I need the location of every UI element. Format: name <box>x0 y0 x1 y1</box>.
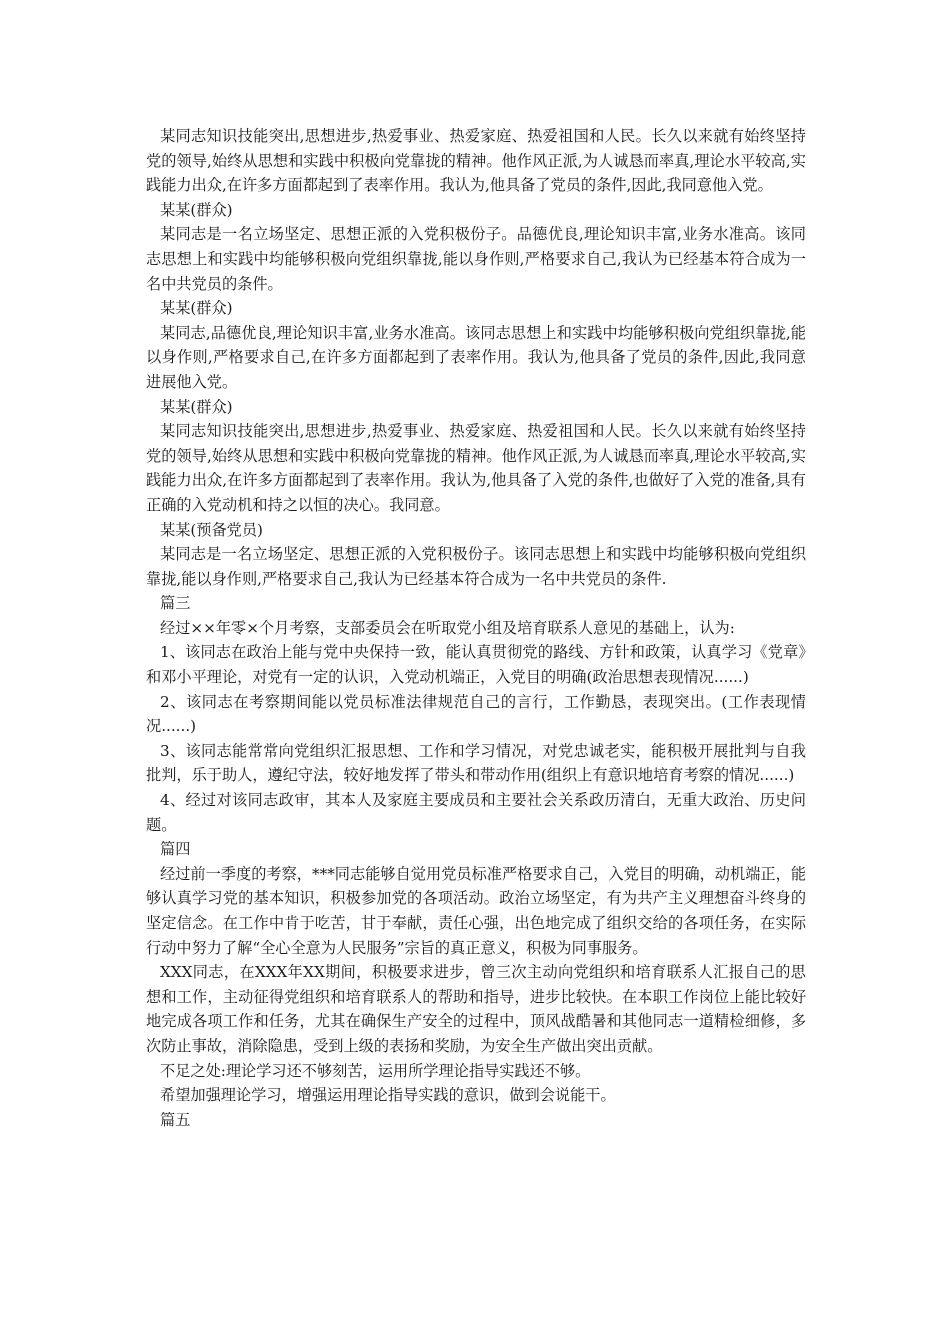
paragraph: 不足之处:理论学习还不够刻苦，运用所学理论指导实践还不够。 <box>160 1061 591 1080</box>
list-item: 4、经过对该同志政审，其本人及家庭主要成员和主要社会关系政历清白，无重大政治、历史问题。 <box>146 791 806 834</box>
paragraph: 某同志是一名立场坚定、思想正派的入党积极份子。品德优良,理论知识丰富,业务水准高。该同志思想上和实践中均能够积极向党组织靠拢,能以身作则,严格要求自己,我认为已经基本符合成为一名中共党员的条件。 <box>146 225 806 293</box>
paragraph: 某同志,品德优良,理论知识丰富,业务水准高。该同志思想上和实践中均能够积极向党组织靠拢,能以身作则,严格要求自己,在许多方面都起到了表率作用。我认为,他具备了党员的条件,因此,我同意进展他入党。 <box>146 323 806 391</box>
paragraph: 经过前一季度的考察，***同志能够自觉用党员标准严格要求自己，入党目的明确，动机端正，能够认真学习党的基本知识，积极参加党的各项活动。政治立场坚定，有为共产主义理想奋斗终身的坚定信念。在工作中肯于吃苦，甘于奉献，责任心强，出色地完成了组织交给的各项任务，在实际行动中努力了解“全心全意为人民服务”宗旨的真正意义，积极为同事服务。 <box>146 864 806 957</box>
list-item: 2、该同志在考察期间能以党员标准法律规范自己的言行，工作勤恳，表现突出。(工作表现情况......) <box>146 692 806 736</box>
paragraph: 某同志知识技能突出,思想进步,热爱事业、热爱家庭、热爱祖国和人民。长久以来就有始终坚持党的领导,始终从思想和实践中积极向党靠拢的精神。他作风正派,为人诚恳而率真,理论水平较高,实践能力出众,在许多方面都起到了表率作用。我认为,他具备了党员的条件,因此,我同意他入党。 <box>146 127 806 195</box>
list-item: 1、该同志在政治上能与党中央保持一致，能认真贯彻党的路线、方针和政策，认真学习《党章》和邓小平理论，对党有一定的认识，入党动机端正，入党目的明确(政治思想表现情况......) <box>146 643 806 687</box>
paragraph: 希望加强理论学习，增强运用理论指导实践的意识，做到会说能干。 <box>160 1086 616 1105</box>
signature-line: 某某(群众) <box>160 299 233 318</box>
document-body <box>146 124 806 1132</box>
list-item: 3、该同志能常常向党组织汇报思想、工作和学习情况，对党忠诚老实，能积极开展批判与自我批判，乐于助人，遵纪守法，较好地发挥了带头和带动作用(组织上有意识地培育考察的情况......) <box>146 741 806 785</box>
paragraph: 经过××年零×个月考察，支部委员会在听取党小组及培育联系人意见的基础上，认为: <box>160 618 735 637</box>
signature-line: 某某(群众) <box>160 200 233 219</box>
paragraph: XXX同志，在XXX年XX期间，积极要求进步，曾三次主动向党组织和培育联系人汇报自己的思想和工作，主动征得党组织和培育联系人的帮助和指导，进步比较快。在本职工作岗位上能比较好地完成各项工作和任务，尤其在确保生产安全的过程中，顶风战酷暑和其他同志一道精检细修，多次防止事故，消除隐患，受到上级的表扬和奖励，为安全生产做出突出贡献。 <box>146 963 806 1055</box>
paragraph: 某同志是一名立场坚定、思想正派的入党积极份子。该同志思想上和实践中均能够积极向党组织靠拢,能以身作则,严格要求自己,我认为已经基本符合成为一名中共党员的条件. <box>146 545 806 588</box>
section-heading: 篇五 <box>160 1110 191 1129</box>
paragraph: 某同志知识技能突出,思想进步,热爱事业、热爱家庭、热爱祖国和人民。长久以来就有始终坚持党的领导,始终从思想和实践中积极向党靠拢的精神。他作风正派,为人诚恳而率真,理论水平较高,实践能力出众,在许多方面都起到了表率作用。我认为,他具备了入党的条件,也做好了入党的准备,具有正确的入党动机和持之以恒的决心。我同意。 <box>146 422 806 514</box>
section-heading: 篇四 <box>160 840 191 859</box>
signature-line: 某某(预备党员) <box>160 520 263 539</box>
section-heading: 篇三 <box>160 594 191 613</box>
signature-line: 某某(群众) <box>160 397 233 416</box>
